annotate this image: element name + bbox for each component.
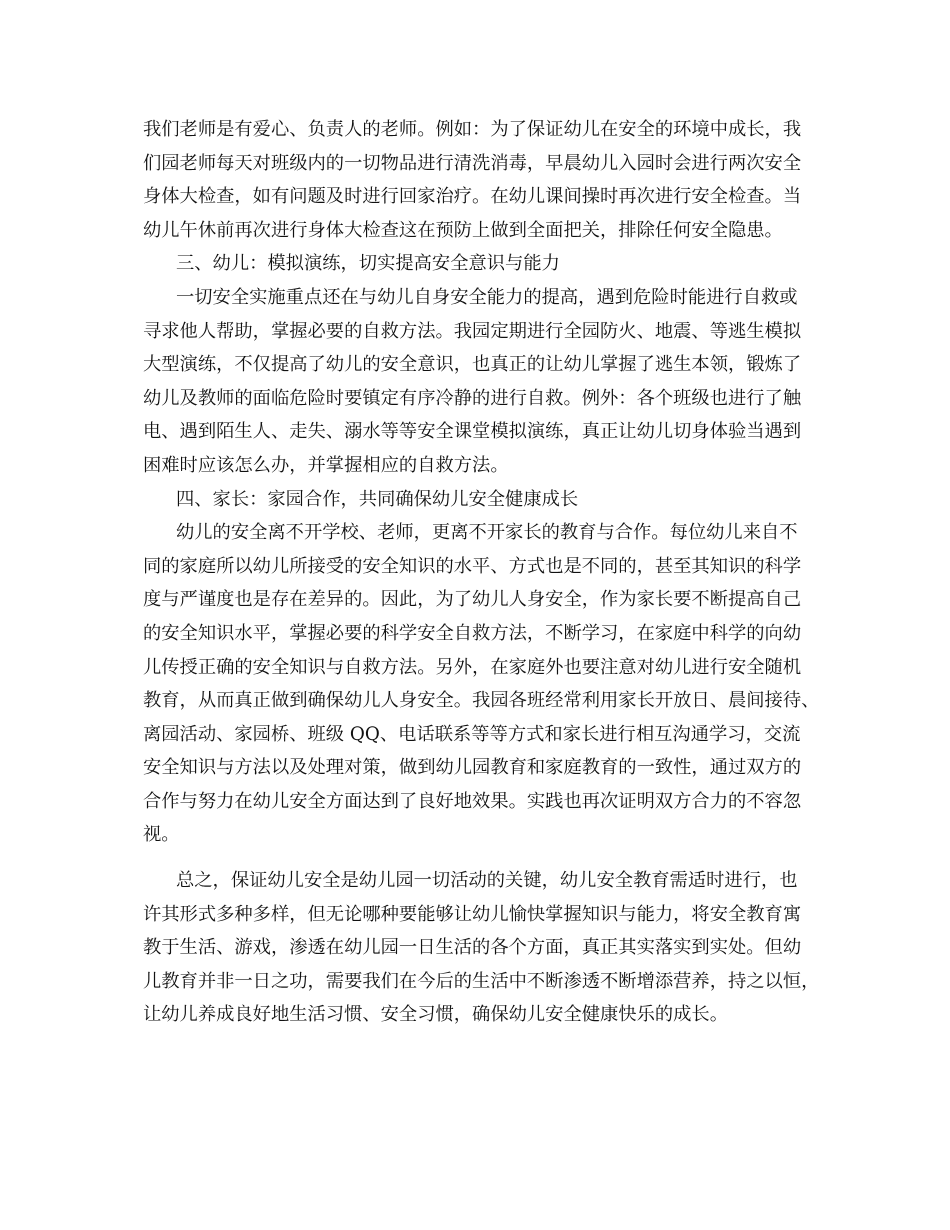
section-heading: 四、家长：家园合作，共同确保幼儿安全健康成长 (176, 488, 579, 510)
paragraph-line: 许其形式多种多样，但无论哪种要能够让幼儿愉快掌握知识与能力，将安全教育寓 (143, 903, 802, 925)
paragraph-line: 离园活动、家园桥、班级 QQ、电话联系等等方式和家长进行相互沟通学习，交流 (143, 723, 801, 745)
paragraph-line: 幼儿的安全离不开学校、老师，更离不开家长的教育与合作。每位幼儿来自不 (176, 522, 798, 544)
paragraph-line: 幼儿午休前再次进行身体大检查这在预防上做到全面把关，排除任何安全隐患。 (143, 219, 783, 241)
paragraph-line: 儿教育并非一日之功，需要我们在今后的生活中不断渗透不断增添营养，持之以恒， (143, 970, 820, 992)
paragraph-line: 安全知识与方法以及处理对策，做到幼儿园教育和家庭教育的一致性，通过双方的 (143, 757, 802, 779)
paragraph-line: 让幼儿养成良好地生活习惯、安全习惯，确保幼儿安全健康快乐的成长。 (143, 1004, 728, 1026)
paragraph-line: 们园老师每天对班级内的一切物品进行清洗消毒，早晨幼儿入园时会进行两次安全 (143, 152, 802, 174)
paragraph-line: 我们老师是有爱心、负责人的老师。例如：为了保证幼儿在安全的环境中成长，我 (143, 119, 802, 140)
paragraph-line: 的安全知识水平，掌握必要的科学安全自救方法，不断学习，在家庭中科学的向幼 (143, 622, 802, 644)
paragraph-line: 教于生活、游戏，渗透在幼儿园一日生活的各个方面，真正其实落实到实处。但幼 (143, 937, 802, 959)
paragraph-line: 儿传授正确的安全知识与自救方法。另外，在家庭外也要注意对幼儿进行安全随机 (143, 656, 802, 678)
paragraph-line: 电、遇到陌生人、走失、溺水等等安全课堂模拟演练，真正让幼儿切身体验当遇到 (143, 421, 802, 443)
paragraph-line: 度与严谨度也是存在差异的。因此，为了幼儿人身安全，作为家长要不断提高自己 (143, 589, 802, 611)
paragraph-line: 教育，从而真正做到确保幼儿人身安全。我园各班经常利用家长开放日、晨间接待、 (143, 690, 820, 712)
paragraph-line: 视。 (143, 824, 180, 846)
paragraph-line: 大型演练，不仅提高了幼儿的安全意识，也真正的让幼儿掌握了逃生本领，锻炼了 (143, 354, 802, 376)
paragraph-line: 身体大检查，如有问题及时进行回家治疗。在幼儿课间操时再次进行安全检查。当 (143, 186, 802, 208)
section-heading: 三、幼儿：模拟演练，切实提高安全意识与能力 (176, 253, 560, 275)
paragraph-line: 总之，保证幼儿安全是幼儿园一切活动的关键，幼儿安全教育需适时进行，也 (176, 870, 798, 892)
document-body (143, 113, 820, 1032)
paragraph-line: 困难时应该怎么办，并掌握相应的自救方法。 (143, 454, 509, 476)
paragraph-line: 合作与努力在幼儿安全方面达到了良好地效果。实践也再次证明双方合力的不容忽 (143, 790, 802, 812)
paragraph-line: 幼儿及教师的面临危险时要镇定有序冷静的进行自救。例外：各个班级也进行了触 (143, 387, 802, 409)
paragraph-line: 一切安全实施重点还在与幼儿自身安全能力的提高，遇到危险时能进行自救或 (176, 286, 798, 308)
paragraph-line: 同的家庭所以幼儿所接受的安全知识的水平、方式也是不同的，甚至其知识的科学 (143, 555, 802, 577)
paragraph-line: 寻求他人帮助，掌握必要的自救方法。我园定期进行全园防火、地震、等逃生模拟 (143, 320, 802, 342)
